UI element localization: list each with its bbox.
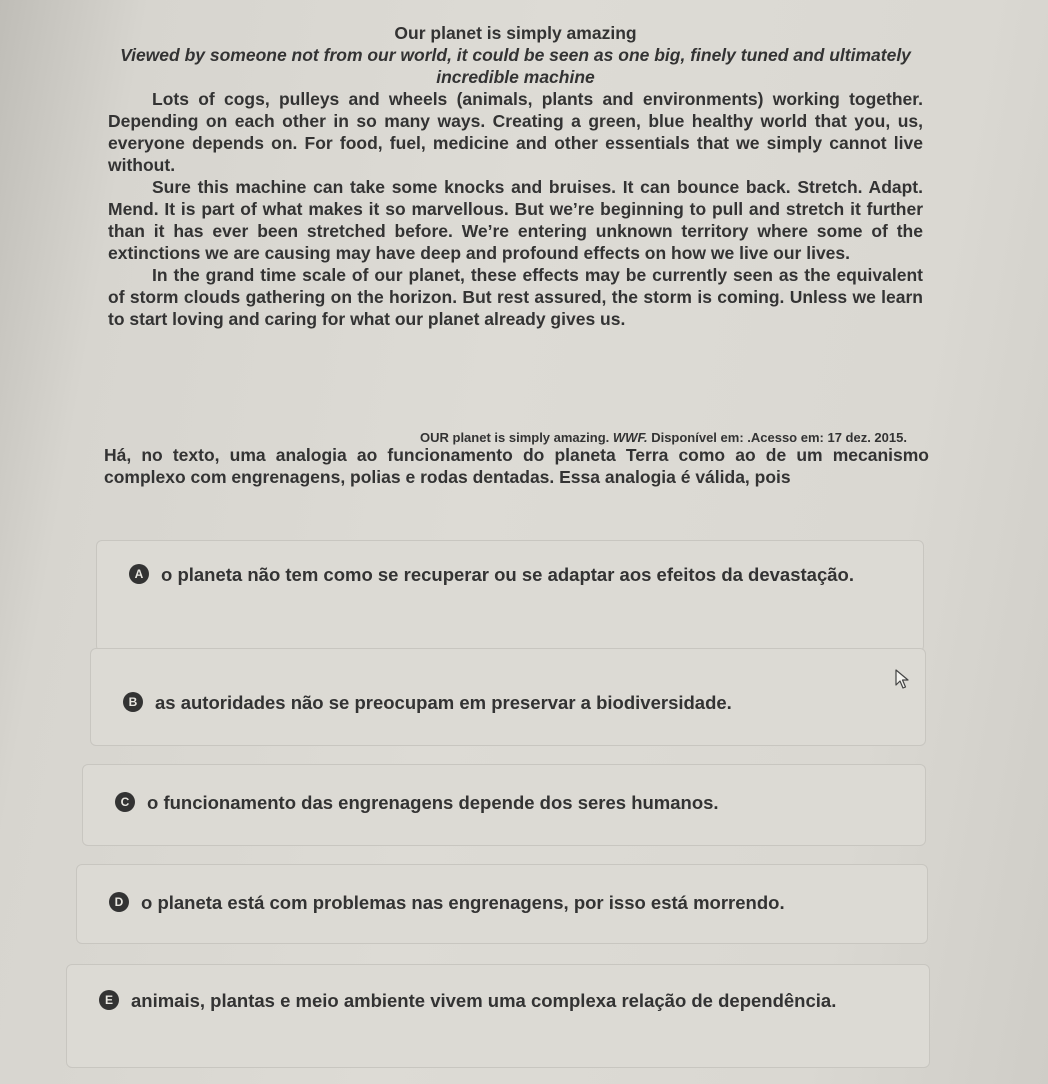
passage-title: Our planet is simply amazing — [394, 23, 637, 43]
passage-subtitle: Viewed by someone not from our world, it could be seen as one big, finely tuned and ultimately incredible machine — [120, 45, 911, 87]
passage — [108, 22, 923, 330]
citation-title: OUR planet is simply amazing. — [420, 430, 610, 445]
question-stem: Há, no texto, uma analogia ao funcionamento do planeta Terra como ao de um mecanismo complexo com engrenagens, polias e rodas dentadas. Essa analogia é válida, pois — [104, 445, 929, 487]
option-letter-badge: D — [109, 892, 129, 912]
passage-paragraph: Sure this machine can take some knocks and bruises. It can bounce back. Stretch. Adapt. Mend. It is part of what makes it so marvellous. But we’re beginning to pull and stretch it further than it has ever been stretched before. We’re entering unknown territory where some of the extinctions we are causing may have deep and profound effects on how we live our lives. — [108, 177, 923, 263]
option-letter-badge: A — [129, 564, 149, 584]
passage-paragraph: In the grand time scale of our planet, these effects may be currently seen as the equivalent of storm clouds gathering on the horizon. But rest assured, the storm is coming. Unless we learn to start loving and caring for what our planet already gives us. — [108, 265, 923, 329]
option-d[interactable] — [76, 864, 928, 944]
option-a[interactable] — [96, 540, 924, 652]
option-e[interactable] — [66, 964, 930, 1068]
passage-paragraph: Lots of cogs, pulleys and wheels (animals, plants and environments) working together. Depending on each other in so many ways. Creating a green, blue healthy world that you, us, everyone depends on. For food, fuel, medicine and other essentials that we simply cannot live without. — [108, 89, 923, 175]
option-text: as autoridades não se preocupam em preservar a biodiversidade. — [155, 692, 732, 713]
citation-source: WWF. — [612, 430, 648, 445]
option-letter-badge: E — [99, 990, 119, 1010]
citation-access: Disponível em: .Acesso em: 17 dez. 2015. — [651, 430, 907, 445]
option-c[interactable] — [82, 764, 926, 846]
option-text: animais, plantas e meio ambiente vivem uma complexa relação de dependência. — [131, 990, 837, 1011]
option-text: o funcionamento das engrenagens depende dos seres humanos. — [147, 792, 719, 813]
option-letter-badge: C — [115, 792, 135, 812]
option-b[interactable] — [90, 648, 926, 746]
option-text: o planeta não tem como se recuperar ou se adaptar aos efeitos da devastação. — [161, 564, 854, 585]
option-letter-badge: B — [123, 692, 143, 712]
mouse-pointer-icon — [893, 668, 915, 690]
citation — [420, 430, 940, 445]
option-text: o planeta está com problemas nas engrenagens, por isso está morrendo. — [141, 892, 785, 913]
